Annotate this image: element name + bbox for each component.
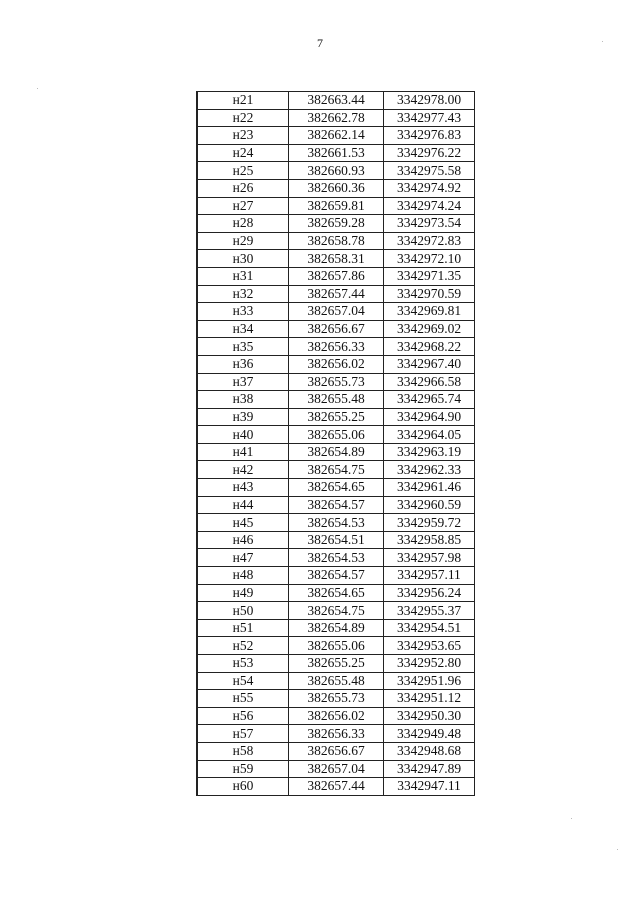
x-coordinate-cell: 382662.14 xyxy=(289,127,384,145)
table-row xyxy=(197,162,475,180)
table-row xyxy=(197,285,475,303)
y-coordinate-cell: 3342948.68 xyxy=(384,742,475,760)
table-row xyxy=(197,531,475,549)
point-name-cell: н50 xyxy=(197,602,289,620)
y-coordinate-cell: 3342951.12 xyxy=(384,690,475,708)
y-coordinate-cell: 3342950.30 xyxy=(384,707,475,725)
table-row xyxy=(197,109,475,127)
point-name-cell: н59 xyxy=(197,760,289,778)
x-coordinate-cell: 382659.28 xyxy=(289,215,384,233)
point-name-cell: н55 xyxy=(197,690,289,708)
x-coordinate-cell: 382655.48 xyxy=(289,672,384,690)
y-coordinate-cell: 3342964.05 xyxy=(384,426,475,444)
point-name-cell: н38 xyxy=(197,391,289,409)
y-coordinate-cell: 3342958.85 xyxy=(384,531,475,549)
y-coordinate-cell: 3342976.83 xyxy=(384,127,475,145)
table-row xyxy=(197,672,475,690)
x-coordinate-cell: 382654.57 xyxy=(289,567,384,585)
y-coordinate-cell: 3342971.35 xyxy=(384,267,475,285)
point-name-cell: н47 xyxy=(197,549,289,567)
table-row xyxy=(197,303,475,321)
point-name-cell: н46 xyxy=(197,531,289,549)
point-name-cell: н51 xyxy=(197,619,289,637)
x-coordinate-cell: 382654.89 xyxy=(289,619,384,637)
table-row xyxy=(197,443,475,461)
y-coordinate-cell: 3342974.24 xyxy=(384,197,475,215)
table-row xyxy=(197,232,475,250)
table-row xyxy=(197,514,475,532)
y-coordinate-cell: 3342949.48 xyxy=(384,725,475,743)
x-coordinate-cell: 382654.75 xyxy=(289,602,384,620)
point-name-cell: н60 xyxy=(197,778,289,796)
y-coordinate-cell: 3342965.74 xyxy=(384,391,475,409)
point-name-cell: н30 xyxy=(197,250,289,268)
scan-speck xyxy=(602,41,603,42)
table-row xyxy=(197,426,475,444)
point-name-cell: н39 xyxy=(197,408,289,426)
y-coordinate-cell: 3342970.59 xyxy=(384,285,475,303)
point-name-cell: н49 xyxy=(197,584,289,602)
table-row xyxy=(197,320,475,338)
point-name-cell: н28 xyxy=(197,215,289,233)
y-coordinate-cell: 3342947.89 xyxy=(384,760,475,778)
point-name-cell: н58 xyxy=(197,742,289,760)
x-coordinate-cell: 382654.51 xyxy=(289,531,384,549)
table-row xyxy=(197,250,475,268)
point-name-cell: н41 xyxy=(197,443,289,461)
point-name-cell: н29 xyxy=(197,232,289,250)
x-coordinate-cell: 382655.25 xyxy=(289,655,384,673)
y-coordinate-cell: 3342972.10 xyxy=(384,250,475,268)
x-coordinate-cell: 382657.86 xyxy=(289,267,384,285)
table-row xyxy=(197,496,475,514)
table-row xyxy=(197,655,475,673)
table-row xyxy=(197,479,475,497)
table-row xyxy=(197,338,475,356)
point-name-cell: н45 xyxy=(197,514,289,532)
table-row xyxy=(197,707,475,725)
point-name-cell: н35 xyxy=(197,338,289,356)
point-name-cell: н27 xyxy=(197,197,289,215)
x-coordinate-cell: 382656.67 xyxy=(289,742,384,760)
y-coordinate-cell: 3342955.37 xyxy=(384,602,475,620)
table-row xyxy=(197,690,475,708)
y-coordinate-cell: 3342978.00 xyxy=(384,92,475,110)
x-coordinate-cell: 382656.02 xyxy=(289,707,384,725)
y-coordinate-cell: 3342951.96 xyxy=(384,672,475,690)
y-coordinate-cell: 3342975.58 xyxy=(384,162,475,180)
x-coordinate-cell: 382656.02 xyxy=(289,355,384,373)
y-coordinate-cell: 3342954.51 xyxy=(384,619,475,637)
point-name-cell: н56 xyxy=(197,707,289,725)
x-coordinate-cell: 382657.44 xyxy=(289,778,384,796)
x-coordinate-cell: 382655.73 xyxy=(289,690,384,708)
scan-speck xyxy=(617,849,618,850)
point-name-cell: н48 xyxy=(197,567,289,585)
x-coordinate-cell: 382657.44 xyxy=(289,285,384,303)
x-coordinate-cell: 382655.25 xyxy=(289,408,384,426)
table-row xyxy=(197,742,475,760)
y-coordinate-cell: 3342977.43 xyxy=(384,109,475,127)
x-coordinate-cell: 382657.04 xyxy=(289,303,384,321)
table-row xyxy=(197,461,475,479)
point-name-cell: н25 xyxy=(197,162,289,180)
y-coordinate-cell: 3342967.40 xyxy=(384,355,475,373)
x-coordinate-cell: 382654.53 xyxy=(289,549,384,567)
x-coordinate-cell: 382654.65 xyxy=(289,479,384,497)
y-coordinate-cell: 3342974.92 xyxy=(384,179,475,197)
point-name-cell: н43 xyxy=(197,479,289,497)
y-coordinate-cell: 3342960.59 xyxy=(384,496,475,514)
x-coordinate-cell: 382654.57 xyxy=(289,496,384,514)
y-coordinate-cell: 3342963.19 xyxy=(384,443,475,461)
x-coordinate-cell: 382655.48 xyxy=(289,391,384,409)
x-coordinate-cell: 382658.78 xyxy=(289,232,384,250)
y-coordinate-cell: 3342959.72 xyxy=(384,514,475,532)
y-coordinate-cell: 3342961.46 xyxy=(384,479,475,497)
point-name-cell: н42 xyxy=(197,461,289,479)
y-coordinate-cell: 3342966.58 xyxy=(384,373,475,391)
x-coordinate-cell: 382660.36 xyxy=(289,179,384,197)
y-coordinate-cell: 3342973.54 xyxy=(384,215,475,233)
table-row xyxy=(197,197,475,215)
y-coordinate-cell: 3342956.24 xyxy=(384,584,475,602)
y-coordinate-cell: 3342972.83 xyxy=(384,232,475,250)
y-coordinate-cell: 3342952.80 xyxy=(384,655,475,673)
x-coordinate-cell: 382660.93 xyxy=(289,162,384,180)
x-coordinate-cell: 382654.89 xyxy=(289,443,384,461)
point-name-cell: н22 xyxy=(197,109,289,127)
point-name-cell: н32 xyxy=(197,285,289,303)
x-coordinate-cell: 382655.73 xyxy=(289,373,384,391)
coordinates-table xyxy=(196,91,475,796)
coordinates-table-body xyxy=(197,92,475,796)
x-coordinate-cell: 382654.65 xyxy=(289,584,384,602)
table-row xyxy=(197,267,475,285)
y-coordinate-cell: 3342964.90 xyxy=(384,408,475,426)
point-name-cell: н57 xyxy=(197,725,289,743)
x-coordinate-cell: 382659.81 xyxy=(289,197,384,215)
point-name-cell: н23 xyxy=(197,127,289,145)
x-coordinate-cell: 382655.06 xyxy=(289,426,384,444)
table-row xyxy=(197,602,475,620)
point-name-cell: н44 xyxy=(197,496,289,514)
table-row xyxy=(197,725,475,743)
page-number: 7 xyxy=(317,36,323,50)
point-name-cell: н52 xyxy=(197,637,289,655)
point-name-cell: н37 xyxy=(197,373,289,391)
table-row xyxy=(197,373,475,391)
y-coordinate-cell: 3342962.33 xyxy=(384,461,475,479)
table-row xyxy=(197,391,475,409)
x-coordinate-cell: 382654.53 xyxy=(289,514,384,532)
point-name-cell: н24 xyxy=(197,144,289,162)
y-coordinate-cell: 3342976.22 xyxy=(384,144,475,162)
y-coordinate-cell: 3342969.02 xyxy=(384,320,475,338)
x-coordinate-cell: 382657.04 xyxy=(289,760,384,778)
y-coordinate-cell: 3342953.65 xyxy=(384,637,475,655)
table-row xyxy=(197,567,475,585)
table-row xyxy=(197,408,475,426)
x-coordinate-cell: 382655.06 xyxy=(289,637,384,655)
table-row xyxy=(197,355,475,373)
x-coordinate-cell: 382662.78 xyxy=(289,109,384,127)
table-row xyxy=(197,637,475,655)
table-row xyxy=(197,584,475,602)
table-row xyxy=(197,619,475,637)
x-coordinate-cell: 382658.31 xyxy=(289,250,384,268)
point-name-cell: н31 xyxy=(197,267,289,285)
y-coordinate-cell: 3342947.11 xyxy=(384,778,475,796)
x-coordinate-cell: 382656.67 xyxy=(289,320,384,338)
y-coordinate-cell: 3342968.22 xyxy=(384,338,475,356)
x-coordinate-cell: 382656.33 xyxy=(289,338,384,356)
point-name-cell: н21 xyxy=(197,92,289,110)
point-name-cell: н34 xyxy=(197,320,289,338)
table-row xyxy=(197,127,475,145)
table-row xyxy=(197,549,475,567)
x-coordinate-cell: 382654.75 xyxy=(289,461,384,479)
table-row xyxy=(197,760,475,778)
table-row xyxy=(197,144,475,162)
point-name-cell: н36 xyxy=(197,355,289,373)
table-row xyxy=(197,778,475,796)
x-coordinate-cell: 382663.44 xyxy=(289,92,384,110)
point-name-cell: н54 xyxy=(197,672,289,690)
point-name-cell: н26 xyxy=(197,179,289,197)
point-name-cell: н33 xyxy=(197,303,289,321)
scan-speck xyxy=(37,88,38,89)
y-coordinate-cell: 3342957.98 xyxy=(384,549,475,567)
table-row xyxy=(197,179,475,197)
x-coordinate-cell: 382661.53 xyxy=(289,144,384,162)
y-coordinate-cell: 3342969.81 xyxy=(384,303,475,321)
scan-speck xyxy=(571,818,572,819)
point-name-cell: н53 xyxy=(197,655,289,673)
point-name-cell: н40 xyxy=(197,426,289,444)
table-row xyxy=(197,92,475,110)
table-row xyxy=(197,215,475,233)
x-coordinate-cell: 382656.33 xyxy=(289,725,384,743)
y-coordinate-cell: 3342957.11 xyxy=(384,567,475,585)
